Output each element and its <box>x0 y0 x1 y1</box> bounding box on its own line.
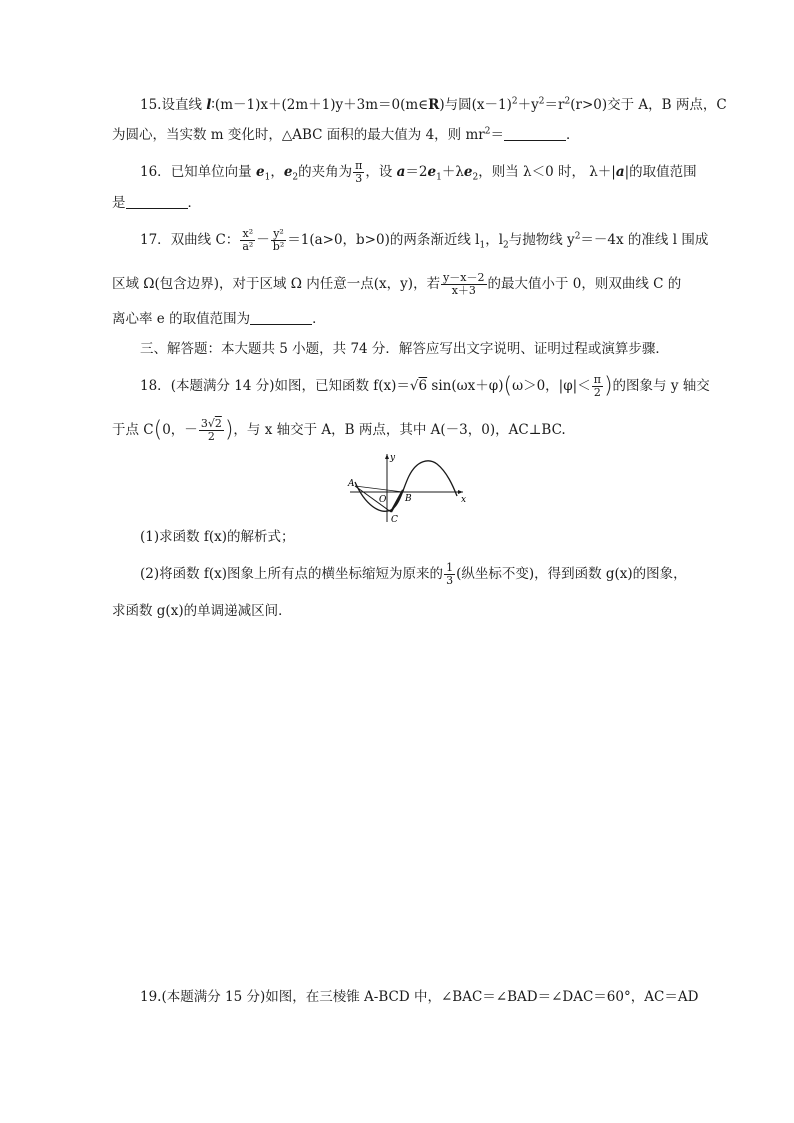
frac-num: x² <box>240 228 255 241</box>
q15-text: ＝ <box>490 127 504 143</box>
frac-num: 1 <box>446 561 454 574</box>
q16-pi-over-3 <box>353 160 364 185</box>
q17-number: 17． <box>140 232 171 248</box>
q18-line2: 于点 C(0，－ $\frac{3√2}{2}$ )，与 x 轴交于 A，B 两点，其中 A(－3，0)，AC⊥BC. <box>112 417 566 443</box>
q15-l: l <box>206 97 212 113</box>
q18-text: sin(ωx＋φ) <box>427 378 504 394</box>
q16-text: ． <box>187 195 201 211</box>
frac-num: π <box>355 159 363 172</box>
q15-text: ∶(m－1)x＋(2m＋1)y＋3m＝0(m∈ <box>211 97 429 113</box>
q17-text: ＝1(a>0，b>0)的两条渐近线 l <box>287 232 480 248</box>
q19-text: 19.(本题满分 15 分)如图，在三棱锥 A-BCD 中，∠BAC＝∠BAD＝∠DAC＝60°，AC＝AD <box>140 989 699 1005</box>
q18-sub2-line2 <box>112 600 682 622</box>
q15-line1: 15.设直线 l∶(m－1)x＋(2m＋1)y＋3m＝0(m∈R)与圆$(x-1)^2+y^2=r^2(r>0)$交于 A，B 两点，C <box>140 96 727 113</box>
q17-x2-over-a2 <box>240 228 255 253</box>
frac-num: y² <box>271 228 286 241</box>
q18-text: 0，－ <box>162 422 198 438</box>
q18-sub2-line1 <box>140 562 685 587</box>
x-axis-arrow <box>458 490 463 494</box>
q18-sub1-text: (1)求函数 f(x)的解析式； <box>140 529 295 545</box>
q17-y2-over-b2 <box>271 228 286 253</box>
q18-line1: 18．(本题满分 14 分)如图，已知函数 f(x)＝√6 sin(ωx＋φ)(ω＞0，|φ|＜ $\frac{\pi}{2}$ )的图象与 y 轴交 <box>140 373 710 399</box>
q17-line2 <box>112 272 682 297</box>
frac-den: x＋3 <box>451 284 476 297</box>
q18-text: 于点 C <box>112 422 154 438</box>
q16-text: 的夹角为 <box>298 164 353 180</box>
q16-text: ＋λ <box>441 164 464 180</box>
frac-num: y－x－2 <box>443 271 485 284</box>
q18-one-third <box>444 562 455 587</box>
q16-e2: e <box>463 164 473 180</box>
q16-answer-blank[interactable] <box>126 194 188 209</box>
q15-R: R <box>428 97 440 113</box>
q18-text: (2)将函数 f(x)图象上所有点的横坐标缩短为原来的 <box>140 566 444 582</box>
q16-e1: e <box>427 164 437 180</box>
q17-line3 <box>112 308 682 330</box>
frac-den: 2 <box>593 386 601 399</box>
q16-e1: e <box>255 164 265 180</box>
q18-text: ω＞0，|φ|＜ <box>512 378 591 394</box>
q15-line2: 为圆心，当实数 m 变化时，△ABC 面积的最大值为 4，则 $mr^2=$ ． <box>112 126 580 143</box>
label-A: A <box>348 479 355 489</box>
q16-e2: e <box>283 164 293 180</box>
sine-graph-figure <box>345 450 475 530</box>
label-B: B <box>405 494 412 504</box>
section-3-heading <box>140 338 685 360</box>
q15-text: ． <box>565 127 580 143</box>
q18-number: 18． <box>140 378 171 394</box>
frac-den: a² <box>242 240 254 253</box>
q16-line1: 16．已知单位向量 $e_1$，$e_2$的夹角为 $\frac{\pi}{3}$ ，设 $a=2e_1+\lambda e_2$，则当 λ＜0 时， λ＋|a|的取值范围 <box>140 159 697 185</box>
q15-text: 为圆心，当实数 m 变化时，△ABC 面积的最大值为 4，则 mr <box>112 127 485 143</box>
section-3-text: 三、解答题：本大题共 5 小题，共 74 分．解答应写出文字说明、证明过程或演算步骤． <box>140 341 669 357</box>
q17-text: ，l <box>485 232 504 248</box>
q15-answer-blank[interactable] <box>504 126 566 141</box>
q16-a: a <box>615 164 625 180</box>
q15-number: 15. <box>140 97 162 113</box>
q17-text: ＝－4x 的准线 l 围成 <box>580 232 709 248</box>
line-CB <box>391 490 403 512</box>
q18-3sqrt2-over-2: $\frac{3√2}{2}$ <box>200 417 222 443</box>
frac-den: 3 <box>355 172 363 185</box>
q16-text: 已知单位向量 <box>170 164 256 180</box>
q17-text: 与抛物线 y <box>508 232 575 248</box>
q16-text: 是 <box>112 195 126 211</box>
q18-text: 的图象与 y 轴交 <box>612 378 710 394</box>
q18-pi-over-2 <box>592 374 603 399</box>
q16-text: ， <box>270 164 284 180</box>
q15-text: ＝r <box>544 97 565 113</box>
q17-answer-blank[interactable] <box>250 310 312 325</box>
q16-text: ＝2 <box>405 164 428 180</box>
q18-text: (纵坐标不变)，得到函数 g(x)的图象， <box>456 566 687 582</box>
q18-sub1 <box>140 526 685 548</box>
frac-num: 3 <box>200 417 208 430</box>
q16-line2 <box>112 192 682 214</box>
frac-den: b² <box>272 240 285 253</box>
frac-den: 3 <box>446 574 454 587</box>
q17-text: － <box>256 232 270 248</box>
frac-num: π <box>593 373 601 386</box>
frac-den: 2 <box>207 430 215 443</box>
label-C: C <box>391 515 398 525</box>
q17-text: 区域 Ω(包含边界)，对于区域 Ω 内任意一点(x，y)，若 <box>112 276 441 292</box>
q16-a: a <box>396 164 406 180</box>
q15-text: 设直线 <box>161 97 207 113</box>
q17-text: 的最大值小于 0，则双曲线 C 的 <box>487 276 682 292</box>
q17-text: ． <box>312 311 326 327</box>
frac-num-sqrt: 2 <box>214 417 222 430</box>
q15-text: ＋y <box>517 97 539 113</box>
q18-text: 求函数 g(x)的单调递减区间． <box>112 603 292 619</box>
q15-text: )与圆(x－1) <box>439 97 512 113</box>
q16-number: 16． <box>140 164 171 180</box>
q17-fraction <box>441 272 486 297</box>
q17-text: 离心率 e 的取值范围为 <box>112 311 251 327</box>
label-x: x <box>461 495 467 505</box>
q19-line1 <box>140 986 699 1008</box>
q16-text: |的取值范围 <box>624 164 697 180</box>
q16-text: ，设 <box>365 164 397 180</box>
q15-text: (r>0)交于 A，B 两点，C <box>570 97 727 113</box>
q16-text: ，则当 λ＜0 时， λ＋| <box>478 164 616 180</box>
q18-text: ，与 x 轴交于 A，B 两点，其中 A(－3，0)，AC⊥BC. <box>233 422 566 438</box>
q18-sqrt6: 6 <box>418 378 428 394</box>
q17-text: 双曲线 C： <box>170 232 240 248</box>
q18-text: (本题满分 14 分)如图，已知函数 f(x)＝ <box>170 378 410 394</box>
y-axis-arrow <box>385 454 389 459</box>
q17-line1: 17．双曲线 C： $\frac{\text{x²}}{\text{a²}}$ － $\frac{\text{y²}}{\text{b²}}$ ＝1(a>0，b>0)的两条渐近线 $l_1$，$l_2$与抛物线 $y^2=-4x$ 的准线 l 围成 <box>140 227 709 253</box>
label-y: y <box>390 453 396 463</box>
label-O: O <box>379 495 387 505</box>
